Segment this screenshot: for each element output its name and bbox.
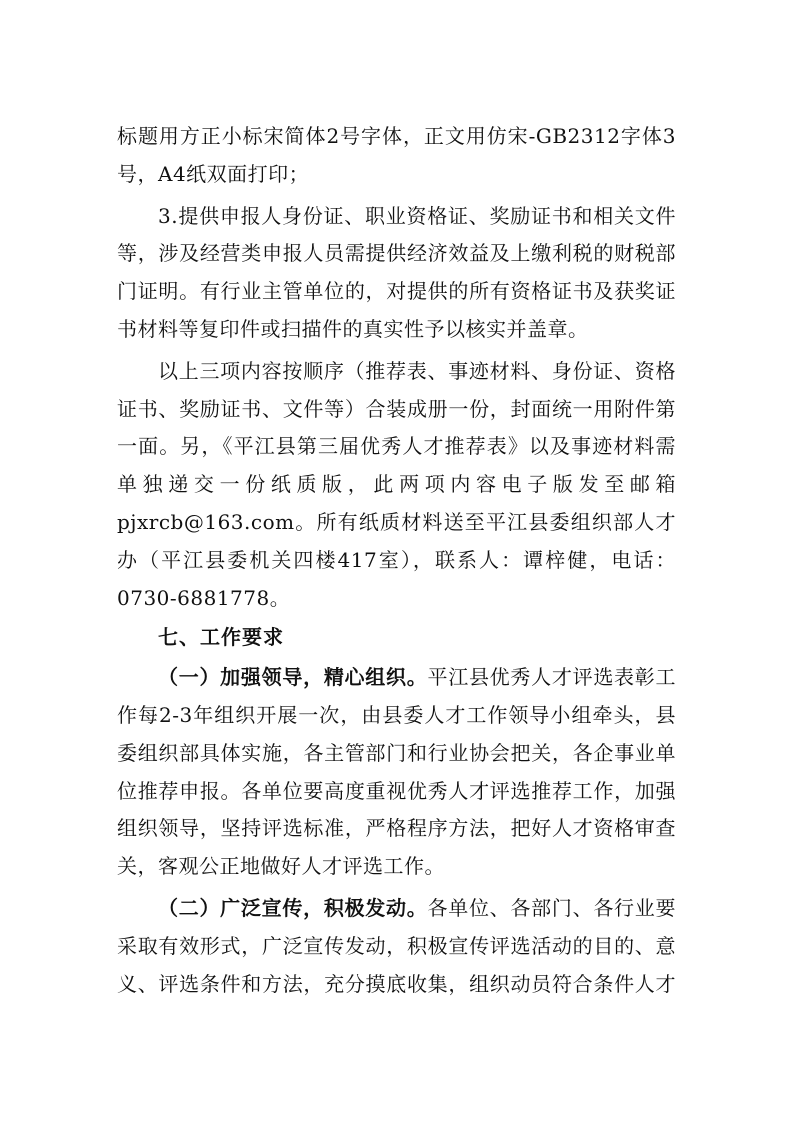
paragraph-binding-instructions bbox=[117, 353, 676, 618]
section-heading: 七、工作要求 bbox=[158, 625, 284, 650]
requirement-body: 平江县优秀人才评选表彰工作每2-3年组织开展一次，由县委人才工作领导小组牵头，县委组织部具体实施，各主管部门和行业协会把关，各企事业单位推荐申报。各单位要高度重视优秀人才评选推荐工作，加强组织领导，坚持评选标准，严格程序方法，把好人才资格审查关，客观公正地做好人才评选工作。 bbox=[117, 665, 677, 879]
requirement-lead: （二）广泛宣传，积极发动。 bbox=[158, 895, 428, 920]
paragraph-text: 以上三项内容按顺序（推荐表、事迹材料、身份证、资格证书、奖励证书、文件等）合装成册一份，封面统一用附件第一面。另，《平江县第三届优秀人才推荐表》以及事迹材料需单独递交一份纸质版，此两项内容电子版发至邮箱pjxrcb@163.com。所有纸质材料送至平江县委组织部人才办（平江县委机关四楼417室），联系人：谭梓健，电话：0730-6881778。 bbox=[117, 358, 676, 610]
paragraph-text: 3.提供申报人身份证、职业资格证、奖励证书和相关文件等，涉及经营类申报人员需提供经济效益及上缴利税的财税部门证明。有行业主管单位的，对提供的所有资格证书及获奖证书材料等复印件或扫描件的真实性予以核实并盖章。 bbox=[117, 203, 676, 341]
requirement-body: 各单位、各部门、各行业要采取有效形式，广泛宣传发动，积极宣传评选活动的目的、意义、评选条件和方法，充分摸底收集，组织动员符合条件人才 bbox=[117, 895, 677, 996]
paragraph-format-requirements bbox=[117, 118, 676, 194]
paragraph-requirement-2 bbox=[117, 890, 676, 1003]
paragraph-text: 标题用方正小标宋简体2号字体，正文用仿宋-GB2312字体3号，A4纸双面打印； bbox=[117, 124, 676, 186]
paragraph-item-3 bbox=[117, 198, 676, 349]
paragraph-requirement-1 bbox=[117, 659, 676, 886]
requirement-lead: （一）加强领导，精心组织。 bbox=[158, 665, 428, 690]
